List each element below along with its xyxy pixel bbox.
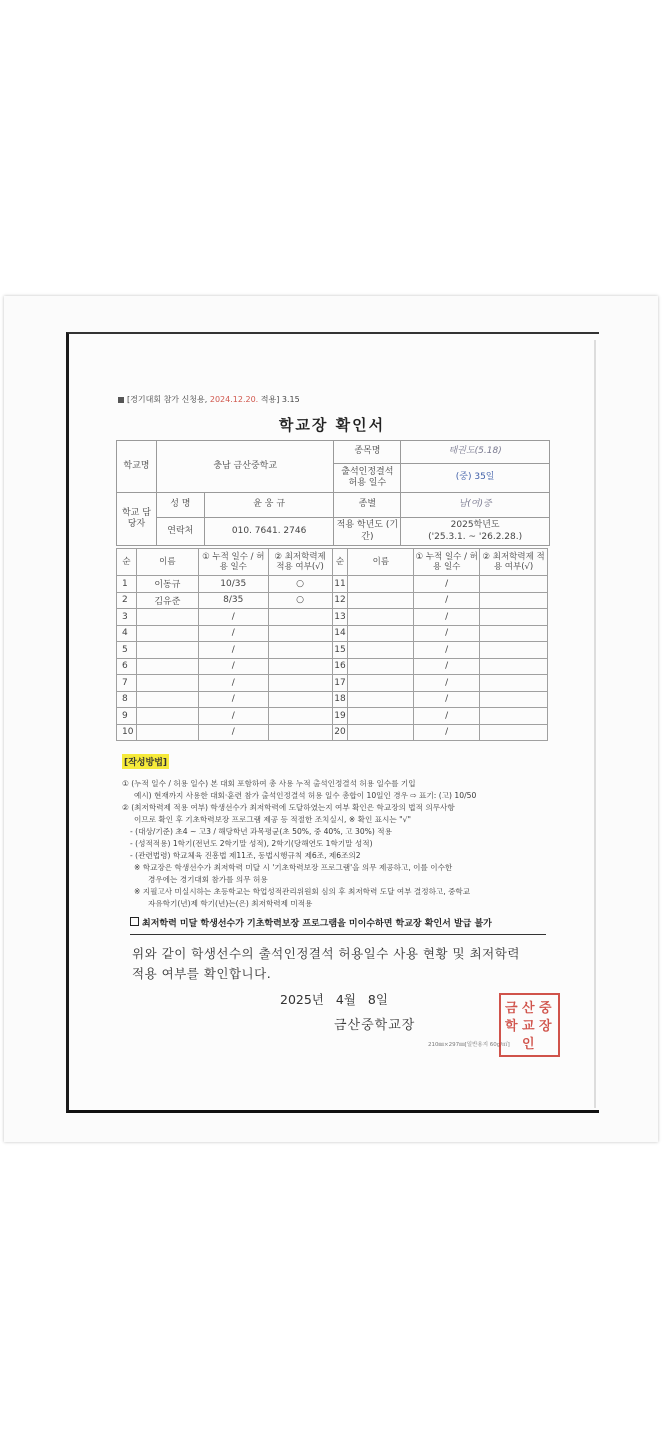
paper-edge (594, 340, 596, 1108)
gender-label: 종별 (334, 493, 401, 518)
event-value: 태권도(5.18) (401, 441, 550, 464)
table-row: 10 / 20 / (117, 724, 548, 741)
gender-value: 남(여)중 (401, 493, 550, 518)
col-name-2: 이름 (348, 549, 414, 576)
roster-table (116, 548, 548, 741)
confirm-line-2: 적용 여부를 확인합니다. (132, 966, 272, 981)
col-no-2: 순 (332, 549, 348, 576)
col-name: 이름 (136, 549, 198, 576)
table-row: 4 / 14 / (117, 625, 548, 642)
bullet-square-icon (118, 397, 124, 403)
form-number: [경기대회 참가 신청용, 2024.12.20. 적용] 3.15 (118, 394, 300, 405)
event-label: 종목명 (334, 441, 401, 464)
guide-line-8: ※ 학교장은 학생선수가 최저학력 미달 시 '기초학력보장 프로그램'을 의무 제공하고, 이를 이수한 (134, 863, 453, 872)
guide-line-11: 자유학기(년)제 학기(년)는(은) 최저학력제 미적용 (148, 899, 313, 908)
confirm-line-1: 위와 같이 학생선수의 출석인정결석 허용일수 사용 현황 및 최저학력 (132, 946, 520, 961)
school-value: 충남 금산중학교 (156, 441, 334, 493)
contact-value: 010. 7641. 2746 (204, 518, 334, 546)
guide-line-2: 예시) 현재까지 사용한 대회·훈련 참가 출석인정결석 허용 일수 총합이 10일인 경우 ⇨ 표기: (고) 10/50 (134, 791, 477, 800)
guide-label: [작성방법] (122, 754, 169, 769)
col-days-2: ① 누적 일수 / 허용 일수 (414, 549, 480, 576)
period-value: ('25.3.1. ~ '26.2.28.) (428, 531, 523, 542)
table-row: 7 / 17 / (117, 675, 548, 692)
official-seal: 금 산 중 학 교 장 인 (499, 993, 560, 1057)
info-table (116, 440, 550, 546)
guide-line-9: 경우에는 경기대회 참가를 의무 허용 (148, 875, 268, 884)
check-circle-icon: ○ (268, 592, 332, 609)
notice: 최저학력 미달 학생선수가 기초학력보장 프로그램을 미이수하면 학교장 확인서 발급 불가 (130, 916, 546, 935)
contact-label: 연락처 (156, 518, 204, 546)
school-label: 학교명 (117, 441, 157, 493)
document-title: 학교장 확인서 (278, 416, 386, 434)
year-label: 적용 학년도 (기간) (334, 518, 401, 546)
guide-line-6: - (성적적용) 1학기(전년도 2학기말 성적), 2학기(당해연도 1학기말 성적) (130, 839, 373, 848)
table-row: 6 / 16 / (117, 658, 548, 675)
guide-line-3: ② (최저학력제 적용 여부) 학생선수가 최저학력에 도달하였는지 여부 확인은 학교장의 법적 의무사항 (122, 803, 455, 812)
guide-line-10: ※ 지필고사 미실시하는 초등학교는 학업성적관리위원회 심의 후 최저학력 도달 여부 결정하고, 중학교 (134, 887, 471, 896)
absence-value: (중) 35일 (401, 464, 550, 493)
col-min-2: ② 최저학력제 적용 여부(√) (480, 549, 548, 576)
col-no: 순 (117, 549, 137, 576)
guide-line-5: - (대상/기준) 초4 ~ 고3 / 해당학년 과목평균(초 50%, 중 40%, 고 30%) 적용 (130, 827, 392, 836)
col-min: ② 최저학력제 적용 여부(√) (268, 549, 332, 576)
table-row: 9 / 19 / (117, 708, 548, 725)
checkbox-square-icon (130, 917, 139, 926)
year-value: 2025학년도 (450, 520, 500, 531)
col-days: ① 누적 일수 / 허용 일수 (198, 549, 268, 576)
year-cell (401, 518, 550, 546)
name-value: 윤 웅 규 (204, 493, 334, 518)
table-row: 8 / 18 / (117, 691, 548, 708)
table-row: 5 / 15 / (117, 642, 548, 659)
guide-line-1: ① (누적 일수 / 허용 일수) 본 대회 포함하여 총 사용 누적 출석인정결석 허용 일수를 기입 (122, 779, 416, 788)
name-label: 성 명 (156, 493, 204, 518)
absence-label: 출석인정결석 허용 일수 (334, 464, 401, 493)
principal-signature: 금산중학교장 (334, 1018, 416, 1033)
table-row: 1 이동규 10/35 ○ 11 / (117, 576, 548, 593)
table-row: 3 / 13 / (117, 609, 548, 626)
guide-line-4: 이므로 확인 후 기초학력보장 프로그램 제공 등 적절한 조치실시, ※ 확인 표시는 "√" (134, 815, 411, 824)
staff-label: 학교 담당자 (117, 493, 157, 546)
table-row: 2 김유준 8/35 ○ 12 / (117, 592, 548, 609)
paper-spec: 210㎜×297㎜[일반용지 60g/㎡] (428, 1042, 510, 1048)
check-circle-icon: ○ (268, 576, 332, 593)
issue-date: 2025년 4월 8일 (280, 992, 388, 1007)
guide-line-7: - (관련법령) 학교체육 진흥법 제11조, 동법시행규칙 제6조, 제6조의2 (130, 851, 361, 860)
